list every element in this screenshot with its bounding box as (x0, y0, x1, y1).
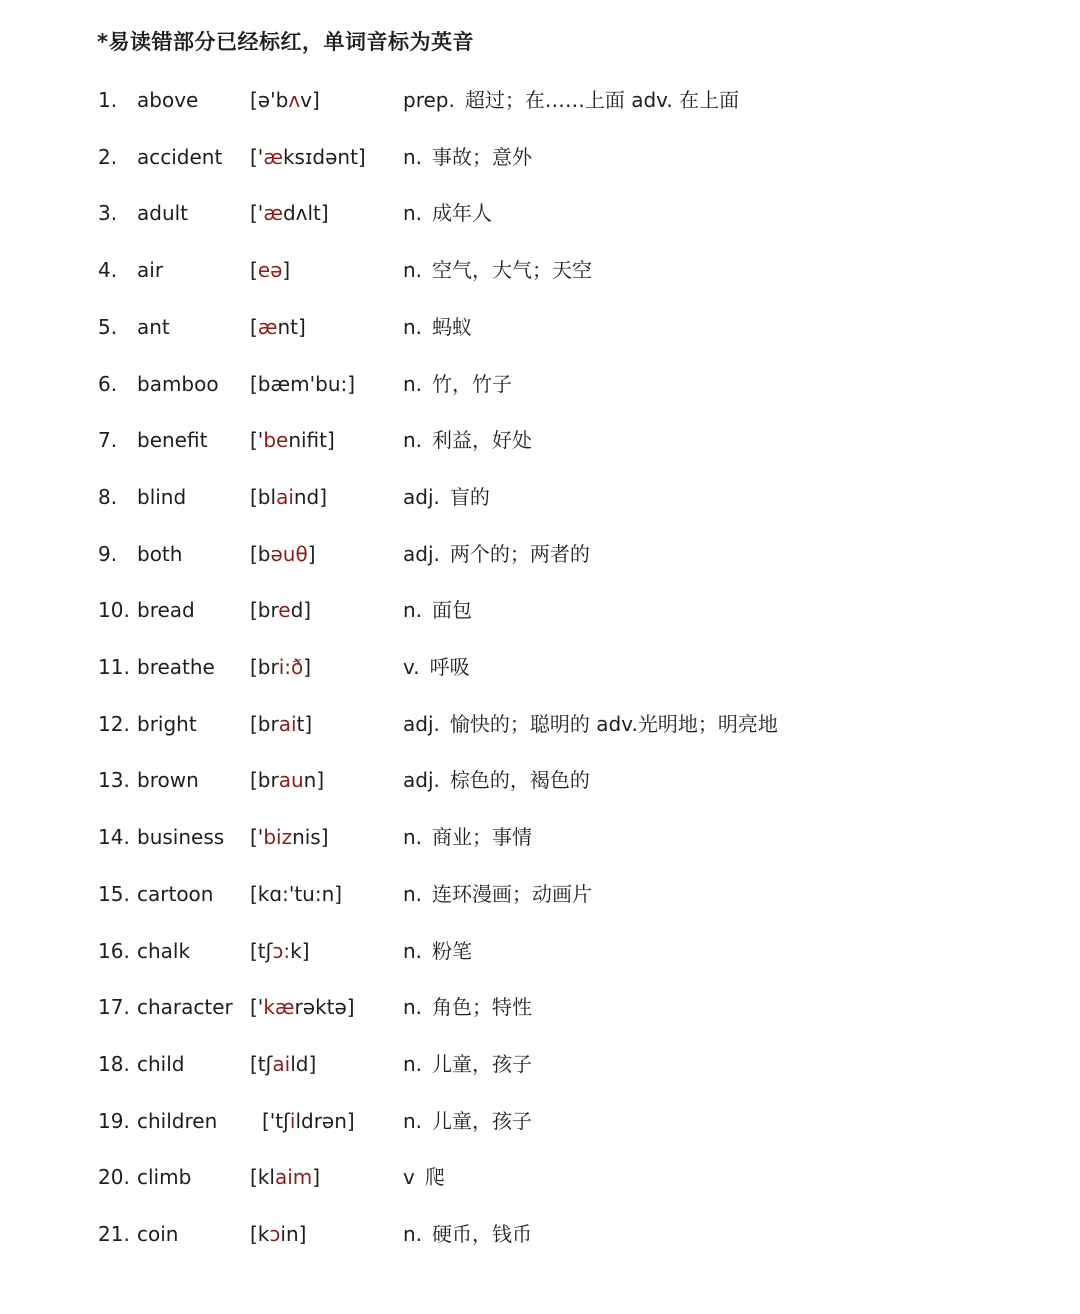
entry-definition (403, 590, 472, 630)
vocab-row (0, 647, 1080, 687)
vocab-row (0, 1101, 1080, 1141)
meaning: 事故；意外 (432, 144, 533, 169)
meaning: 愉快的；聪明的 adv.光明地；明亮地 (449, 711, 778, 736)
entry-number: 18. (98, 1051, 130, 1076)
mispronounced-part: kæ (263, 995, 295, 1020)
phonetic-part: [br (250, 711, 279, 736)
phonetic-part: [bl (250, 484, 277, 509)
entry-definition (403, 1214, 532, 1254)
phonetic-part: [k (250, 1222, 270, 1246)
entry-number: 17. (98, 995, 130, 1020)
entry-number: 4. (98, 258, 118, 283)
phonetic-part: n] (303, 768, 325, 793)
entry-definition (403, 137, 532, 177)
mispronounced-part: i (289, 1108, 296, 1133)
meaning: 面包 (432, 598, 473, 623)
entry-definition (403, 477, 490, 517)
mispronounced-part: biz (263, 825, 293, 850)
phonetic-part: [br (250, 598, 279, 623)
entry-word: bread (137, 598, 195, 623)
vocab-row (0, 250, 1080, 290)
meaning: 爬 (424, 1165, 445, 1190)
entry-phonetic (250, 1044, 316, 1084)
phonetic-part: [tʃ (250, 938, 273, 963)
phonetic-part: ] (303, 655, 312, 679)
vocab-row (0, 307, 1080, 347)
entry-definition (403, 193, 492, 233)
entry-number: 9. (98, 541, 118, 566)
part-of-speech: n. (403, 428, 423, 453)
mispronounced-part: e (278, 598, 291, 623)
part-of-speech: n. (403, 598, 423, 623)
phonetic-part: ] (312, 1165, 321, 1190)
mispronounced-part: be (263, 428, 289, 453)
phonetic-part: [kl (250, 1165, 275, 1190)
entry-number: 10. (98, 598, 130, 623)
vocab-row (0, 704, 1080, 744)
phonetic-part: [' (250, 428, 264, 453)
entry-number: 16. (98, 938, 130, 963)
entry-definition (403, 420, 532, 460)
vocab-row (0, 1214, 1080, 1254)
phonetic-part: [' (250, 144, 264, 169)
phonetic-part: ['tʃ (262, 1108, 290, 1133)
part-of-speech: n. (403, 258, 423, 283)
entry-word: benefit (137, 428, 208, 453)
part-of-speech: v. (403, 655, 420, 679)
entry-phonetic (250, 760, 324, 800)
entry-number: 20. (98, 1165, 130, 1190)
phonetic-part: ] (307, 541, 316, 566)
phonetic-part: [br (250, 655, 279, 679)
part-of-speech: v (403, 1165, 415, 1190)
entry-phonetic (250, 704, 312, 744)
meaning: 硬币，钱币 (432, 1222, 533, 1246)
entry-word: children (137, 1108, 218, 1133)
entry-number: 8. (98, 484, 118, 509)
vocab-row (0, 477, 1080, 517)
vocab-row (0, 364, 1080, 404)
entry-phonetic (250, 1214, 306, 1254)
entry-word: ant (137, 314, 170, 339)
entry-number: 14. (98, 825, 130, 850)
entry-number: 1. (98, 88, 118, 112)
meaning: 儿童，孩子 (432, 1108, 533, 1133)
part-of-speech: n. (403, 1222, 423, 1246)
phonetic-part: nifit] (288, 428, 335, 453)
phonetic-part: rəktə] (294, 995, 355, 1020)
entry-number: 21. (98, 1222, 130, 1246)
entry-definition (403, 704, 778, 744)
entry-word: above (137, 88, 199, 112)
entry-number: 6. (98, 371, 118, 396)
part-of-speech: adj. (403, 711, 440, 736)
phonetic-part: [' (250, 825, 264, 850)
vocab-row (0, 137, 1080, 177)
phonetic-part: d] (290, 598, 312, 623)
mispronounced-part: au (278, 768, 304, 793)
mispronounced-part: əuθ (270, 541, 308, 566)
mispronounced-part: eə (257, 258, 283, 283)
meaning: 两个的；两者的 (449, 541, 590, 566)
part-of-speech: n. (403, 144, 423, 169)
phonetic-part: dʌlt] (282, 201, 329, 226)
entry-word: both (137, 541, 183, 566)
vocab-row (0, 1044, 1080, 1084)
phonetic-part: [br (250, 768, 279, 793)
meaning: 盲的 (449, 484, 490, 509)
entry-definition (403, 760, 590, 800)
meaning: 儿童，孩子 (432, 1051, 533, 1076)
entry-definition (403, 307, 472, 347)
vocab-row (0, 760, 1080, 800)
entry-definition (403, 874, 592, 914)
part-of-speech: adj. (403, 768, 440, 793)
phonetic-part: ksɪdənt] (282, 144, 366, 169)
phonetic-part: [ə'b (250, 88, 289, 112)
meaning: 粉笔 (432, 938, 473, 963)
entry-word: accident (137, 144, 223, 169)
entry-definition (403, 1157, 445, 1197)
mispronounced-part: ai (272, 1051, 291, 1076)
meaning: 成年人 (432, 201, 493, 226)
entry-phonetic (250, 987, 355, 1027)
entry-number: 2. (98, 144, 118, 169)
entry-definition (403, 931, 472, 971)
entry-definition (403, 1044, 532, 1084)
mispronounced-part: æ (257, 314, 278, 339)
entry-phonetic (250, 193, 329, 233)
entry-definition (403, 817, 532, 857)
vocab-row (0, 420, 1080, 460)
phonetic-part: [bæm'bu:] (250, 371, 356, 396)
meaning: 角色；特性 (432, 995, 533, 1020)
phonetic-part: nis] (292, 825, 329, 850)
vocab-row (0, 874, 1080, 914)
entry-number: 3. (98, 201, 118, 226)
entry-word: adult (137, 201, 189, 226)
phonetic-part: t] (296, 711, 313, 736)
entry-definition (403, 1101, 532, 1141)
entry-word: coin (137, 1222, 179, 1246)
entry-word: cartoon (137, 881, 214, 906)
phonetic-part: [tʃ (250, 1051, 273, 1076)
entry-word: blind (137, 484, 187, 509)
entry-number: 11. (98, 655, 130, 679)
entry-phonetic (250, 420, 335, 460)
part-of-speech: n. (403, 201, 423, 226)
phonetic-part: k] (290, 938, 310, 963)
phonetic-part: [' (250, 995, 264, 1020)
part-of-speech: n. (403, 1051, 423, 1076)
part-of-speech: n. (403, 371, 423, 396)
meaning: 商业；事情 (432, 825, 533, 850)
meaning: 利益，好处 (432, 428, 533, 453)
part-of-speech: adj. (403, 484, 440, 509)
mispronounced-part: ai (278, 711, 297, 736)
vocab-row (0, 80, 1080, 120)
entry-phonetic (262, 1101, 355, 1141)
phonetic-part: [ (250, 314, 258, 339)
part-of-speech: n. (403, 995, 423, 1020)
entry-phonetic (250, 874, 342, 914)
meaning: 呼吸 (429, 655, 470, 679)
vocab-row (0, 590, 1080, 630)
phonetic-part: nd] (293, 484, 328, 509)
phonetic-part: [b (250, 541, 271, 566)
entry-word: business (137, 825, 225, 850)
entry-word: chalk (137, 938, 191, 963)
entry-phonetic (250, 80, 320, 120)
phonetic-part: v] (300, 88, 320, 112)
entry-word: air (137, 258, 164, 283)
entry-phonetic (250, 817, 329, 857)
phonetic-part: ] (282, 258, 291, 283)
mispronounced-part: ai (276, 484, 294, 509)
vocab-row (0, 931, 1080, 971)
entry-word: child (137, 1051, 185, 1076)
mispronounced-part: æ (263, 144, 283, 169)
phonetic-part: [kɑ:'tu:n] (250, 881, 343, 906)
meaning: 超过；在……上面 adv. 在上面 (464, 88, 740, 112)
entry-word: character (137, 995, 233, 1020)
entry-phonetic (250, 364, 355, 404)
entry-phonetic (250, 307, 306, 347)
meaning: 棕色的，褐色的 (449, 768, 590, 793)
entry-word: breathe (137, 655, 215, 679)
entry-number: 19. (98, 1108, 130, 1133)
entry-word: bamboo (137, 371, 219, 396)
entry-definition (403, 250, 592, 290)
entry-phonetic (250, 590, 311, 630)
entry-definition (403, 364, 512, 404)
entry-phonetic (250, 534, 316, 574)
part-of-speech: adj. (403, 541, 440, 566)
page-title: *易读错部分已经标红，单词音标为英音 (97, 30, 474, 54)
entry-word: climb (137, 1165, 192, 1190)
entry-definition (403, 534, 590, 574)
vocab-row (0, 193, 1080, 233)
vocab-row (0, 1157, 1080, 1197)
mispronounced-part: ɔ (269, 1222, 281, 1246)
entry-phonetic (250, 250, 290, 290)
mispronounced-part: ʌ (288, 88, 301, 112)
vocab-row (0, 534, 1080, 574)
mispronounced-part: aim (274, 1165, 313, 1190)
vocab-row (0, 987, 1080, 1027)
entry-phonetic (250, 477, 327, 517)
entry-phonetic (250, 931, 310, 971)
entry-phonetic (250, 1157, 320, 1197)
phonetic-part: ldrən] (295, 1108, 355, 1133)
part-of-speech: prep. (403, 88, 455, 112)
phonetic-part: [ (250, 258, 258, 283)
phonetic-part: [' (250, 201, 264, 226)
phonetic-part: in] (280, 1222, 307, 1246)
phonetic-part: ld] (290, 1051, 317, 1076)
mispronounced-part: i:ð (278, 655, 304, 679)
meaning: 空气，大气；天空 (432, 258, 593, 283)
entry-word: brown (137, 768, 199, 793)
meaning: 竹，竹子 (432, 371, 513, 396)
entry-number: 15. (98, 881, 130, 906)
entry-definition (403, 80, 739, 120)
entry-number: 7. (98, 428, 118, 453)
entry-number: 13. (98, 768, 130, 793)
entry-definition (403, 647, 470, 687)
mispronounced-part: ɔ: (272, 938, 291, 963)
entry-word: bright (137, 711, 197, 736)
entry-phonetic (250, 647, 311, 687)
meaning: 蚂蚁 (432, 314, 473, 339)
meaning: 连环漫画；动画片 (432, 881, 593, 906)
entry-phonetic (250, 137, 366, 177)
vocab-row (0, 817, 1080, 857)
mispronounced-part: æ (263, 201, 283, 226)
entry-definition (403, 987, 532, 1027)
phonetic-part: nt] (277, 314, 306, 339)
part-of-speech: n. (403, 938, 423, 963)
part-of-speech: n. (403, 314, 423, 339)
part-of-speech: n. (403, 1108, 423, 1133)
part-of-speech: n. (403, 825, 423, 850)
part-of-speech: n. (403, 881, 423, 906)
entry-number: 5. (98, 314, 118, 339)
entry-number: 12. (98, 711, 130, 736)
